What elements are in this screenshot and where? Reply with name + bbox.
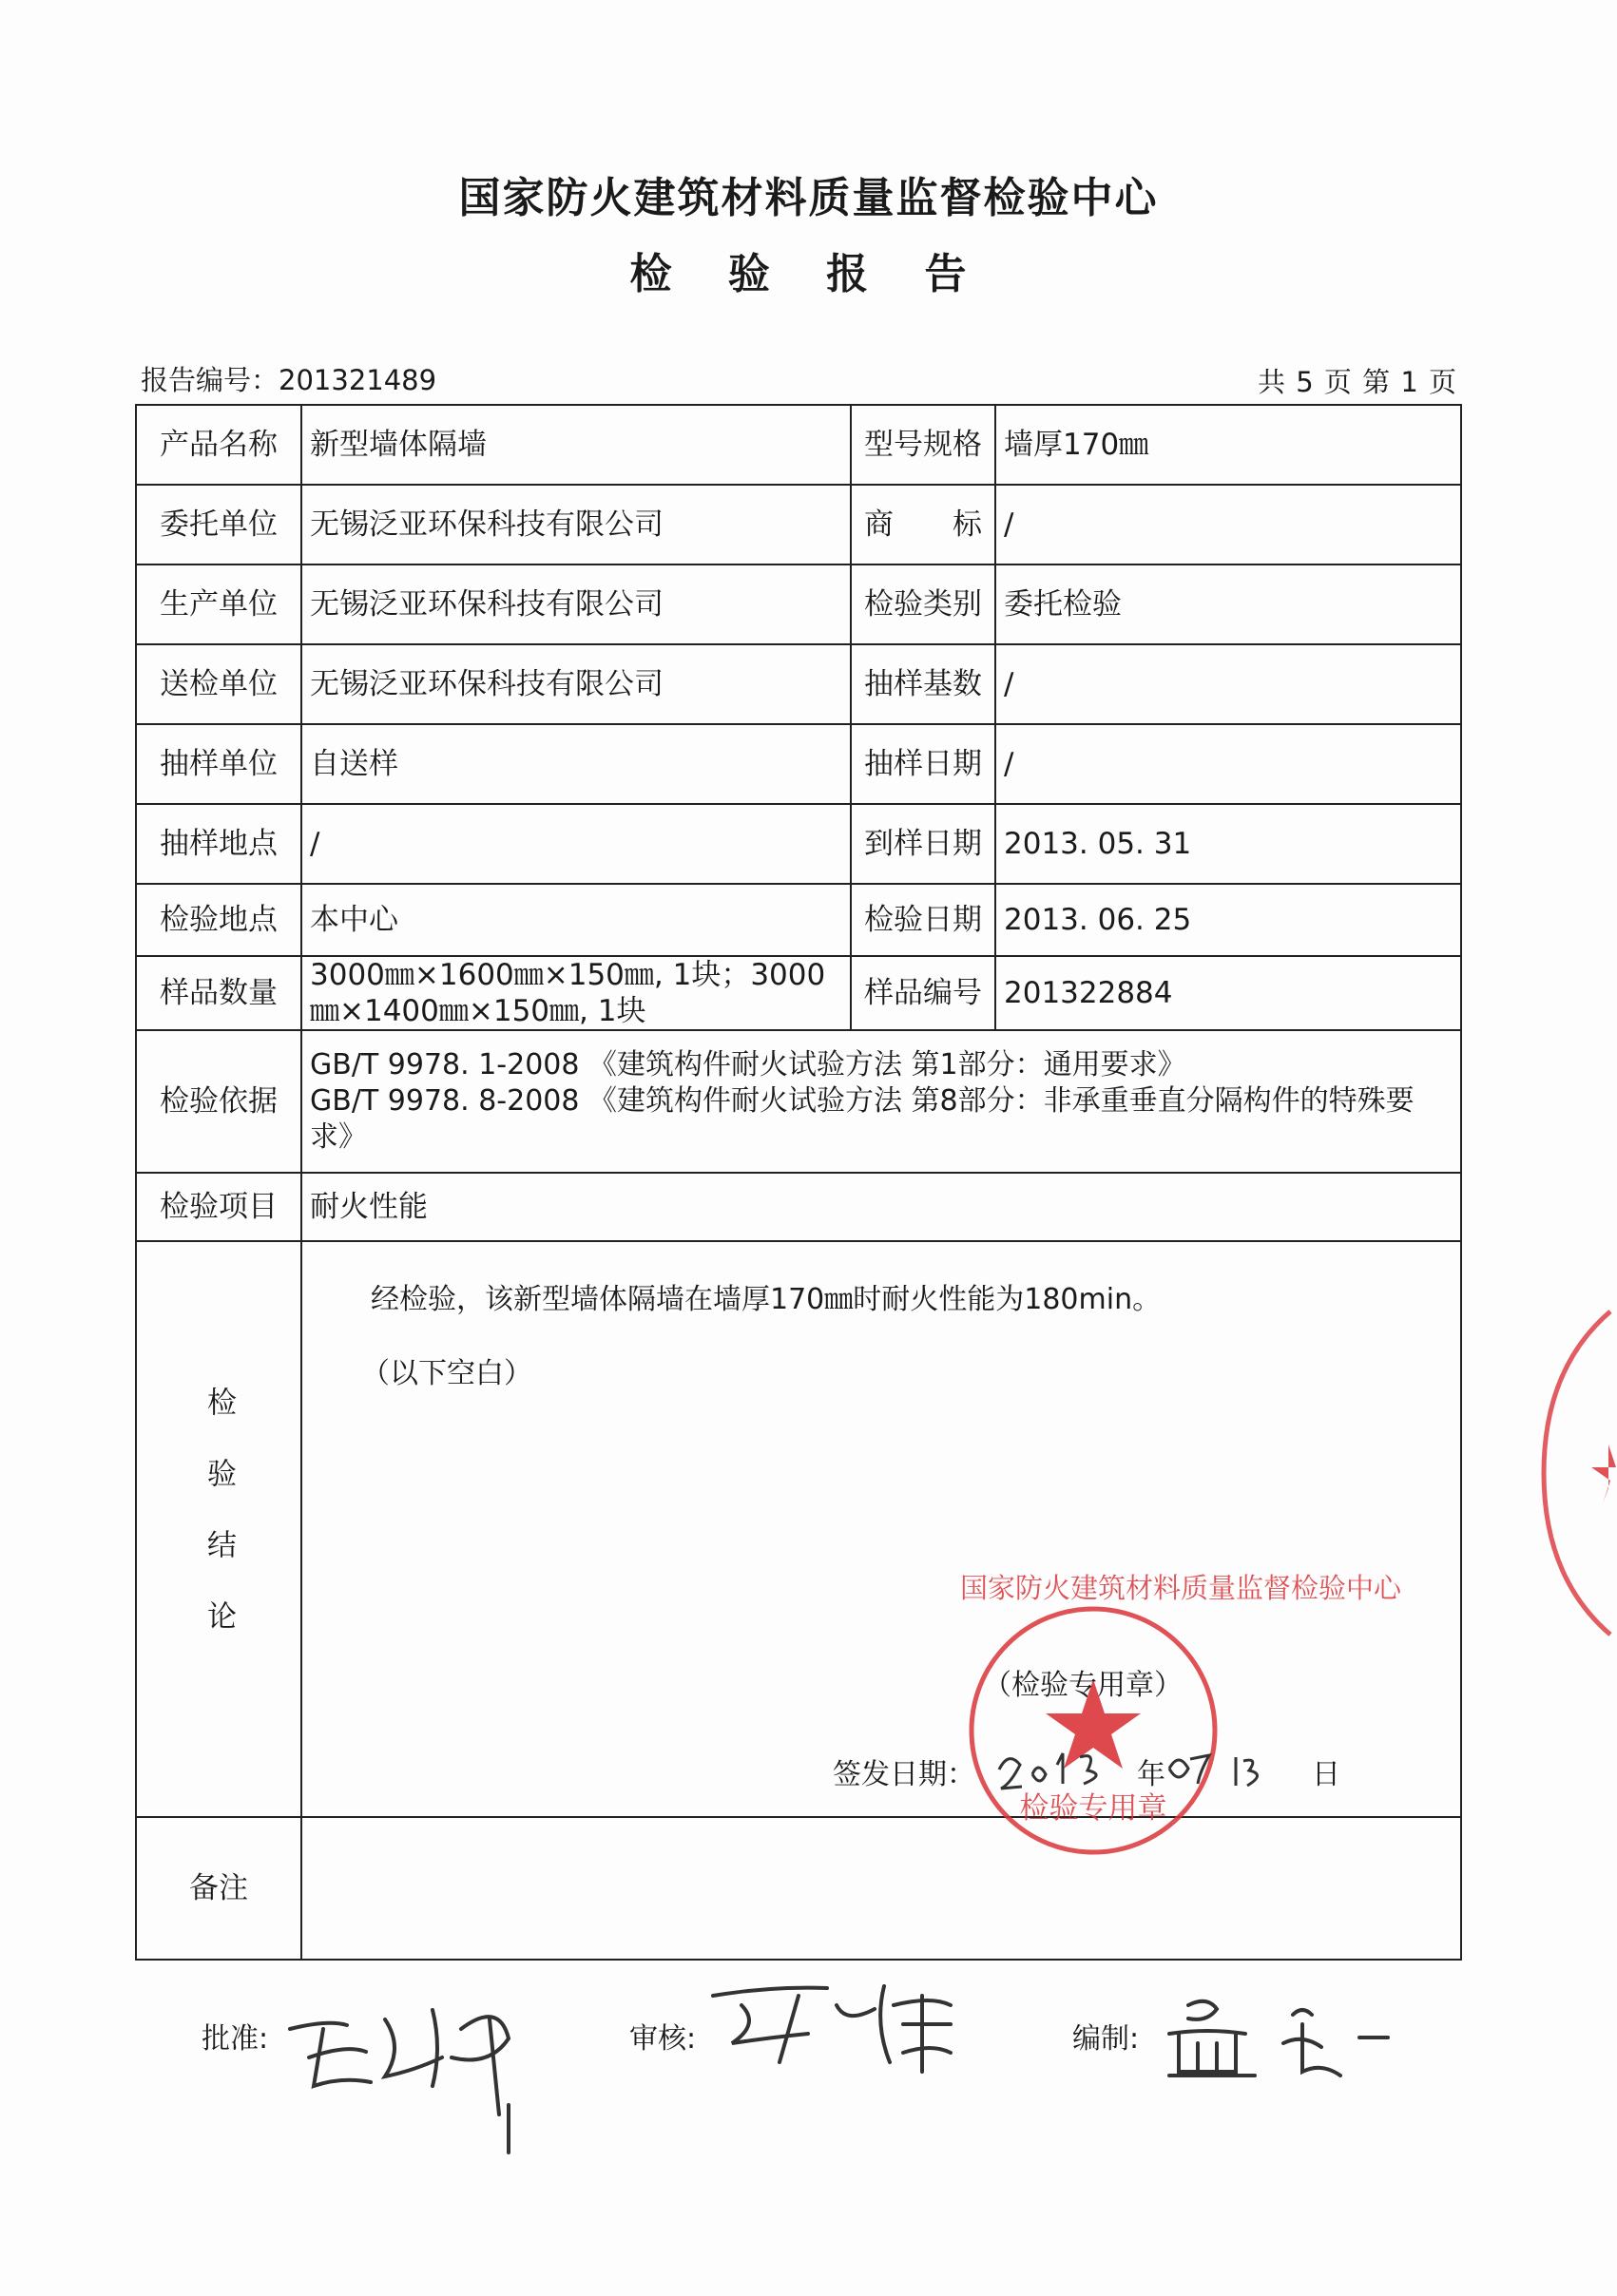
row-value: 新型墙体隔墙 bbox=[301, 405, 851, 485]
issue-year-mark: 年 bbox=[1137, 1758, 1165, 1791]
org-title: 国家防火建筑材料质量监督检验中心 bbox=[458, 174, 1159, 222]
table-row bbox=[136, 644, 1461, 724]
row-value: 2013. 05. 31 bbox=[995, 804, 1461, 884]
row-value: 自送样 bbox=[301, 724, 851, 804]
row-label: 商 标 bbox=[851, 485, 995, 564]
row-value: 无锡泛亚环保科技有限公司 bbox=[301, 644, 851, 724]
table-row bbox=[136, 804, 1461, 884]
table-row bbox=[136, 1241, 1461, 1817]
row-label: 抽样单位 bbox=[136, 724, 301, 804]
row-label: 生产单位 bbox=[136, 564, 301, 644]
row-label: 到样日期 bbox=[851, 804, 995, 884]
table-row bbox=[136, 485, 1461, 564]
basis-line-1: GB/T 9978. 1-2008 《建筑构件耐火试验方法 第1部分：通用要求》 bbox=[310, 1048, 1186, 1081]
table-row bbox=[136, 405, 1461, 485]
row-value: 无锡泛亚环保科技有限公司 bbox=[301, 485, 851, 564]
basis-value bbox=[301, 1030, 1461, 1173]
table-row bbox=[136, 1030, 1461, 1173]
remarks-label: 备注 bbox=[136, 1817, 301, 1960]
report-number-value: 201321489 bbox=[279, 364, 437, 396]
row-value: / bbox=[995, 485, 1461, 564]
conclusion-text: 经检验，该新型墙体隔墙在墙厚170㎜时耐火性能为180min。 bbox=[371, 1283, 1162, 1316]
issue-day-mark: 日 bbox=[1312, 1758, 1340, 1791]
item-value: 耐火性能 bbox=[301, 1173, 1461, 1241]
seal-text: 国家防火建筑材料质量监督检验中心 bbox=[960, 1572, 1402, 1604]
remarks-value bbox=[301, 1817, 1461, 1960]
compile-label: 编制: bbox=[1072, 2022, 1140, 2056]
basis-label: 检验依据 bbox=[136, 1030, 301, 1173]
conclusion-label-cell bbox=[136, 1241, 301, 1817]
conclusion-label: 检验结论 bbox=[202, 1387, 236, 1672]
table-row bbox=[136, 724, 1461, 804]
item-label: 检验项目 bbox=[136, 1173, 301, 1241]
table-row bbox=[136, 956, 1461, 1030]
table-row bbox=[136, 884, 1461, 956]
report-number-label: 报告编号： bbox=[141, 364, 279, 396]
row-value: 201322884 bbox=[995, 956, 1461, 1030]
approve-label: 批准: bbox=[202, 2022, 269, 2056]
basis-line-2: GB/T 9978. 8-2008 《建筑构件耐火试验方法 第8部分：非承重垂直分隔构件的特殊要求》 bbox=[310, 1084, 1415, 1154]
row-label: 送检单位 bbox=[136, 644, 301, 724]
row-value: 委托检验 bbox=[995, 564, 1461, 644]
seal-stamp bbox=[960, 1572, 1402, 1864]
row-value: 3000㎜×1600㎜×150㎜, 1块；3000㎜×1400㎜×150㎜, 1块 bbox=[301, 956, 851, 1030]
approve-signature bbox=[271, 1972, 566, 2162]
report-number bbox=[141, 359, 436, 398]
seal-bottom-text: 检验专用章 bbox=[1019, 1791, 1167, 1826]
conclusion-cell bbox=[301, 1241, 1461, 1826]
table-row bbox=[136, 1817, 1461, 1960]
row-label: 抽样地点 bbox=[136, 804, 301, 884]
review-signature bbox=[703, 1967, 989, 2091]
row-label: 检验类别 bbox=[851, 564, 995, 644]
review-label: 审核: bbox=[629, 2022, 697, 2056]
row-value: / bbox=[995, 724, 1461, 804]
blank-note: （以下空白） bbox=[361, 1357, 532, 1390]
row-label: 产品名称 bbox=[136, 405, 301, 485]
edge-seal-fragment bbox=[1496, 1302, 1617, 1644]
compile-signature bbox=[1150, 1977, 1397, 2091]
row-label: 检验地点 bbox=[136, 884, 301, 956]
row-value: 无锡泛亚环保科技有限公司 bbox=[301, 564, 851, 644]
row-value: / bbox=[301, 804, 851, 884]
row-label: 检验日期 bbox=[851, 884, 995, 956]
row-value: 本中心 bbox=[301, 884, 851, 956]
row-label: 抽样日期 bbox=[851, 724, 995, 804]
document-title: 检 验 报 告 bbox=[629, 250, 988, 298]
row-value: 2013. 06. 25 bbox=[995, 884, 1461, 956]
row-label: 样品编号 bbox=[851, 956, 995, 1030]
row-value: 墙厚170㎜ bbox=[995, 405, 1461, 485]
row-label: 抽样基数 bbox=[851, 644, 995, 724]
seal-caption: （检验专用章） bbox=[983, 1669, 1183, 1702]
issue-date-label: 签发日期： bbox=[833, 1758, 975, 1791]
row-value: / bbox=[995, 644, 1461, 724]
row-label: 委托单位 bbox=[136, 485, 301, 564]
row-label: 型号规格 bbox=[851, 405, 995, 485]
table-row bbox=[136, 564, 1461, 644]
page-indicator: 共 5 页 第 1 页 bbox=[1258, 366, 1457, 398]
table-row bbox=[136, 1173, 1461, 1241]
row-label: 样品数量 bbox=[136, 956, 301, 1030]
report-table bbox=[135, 404, 1462, 1961]
